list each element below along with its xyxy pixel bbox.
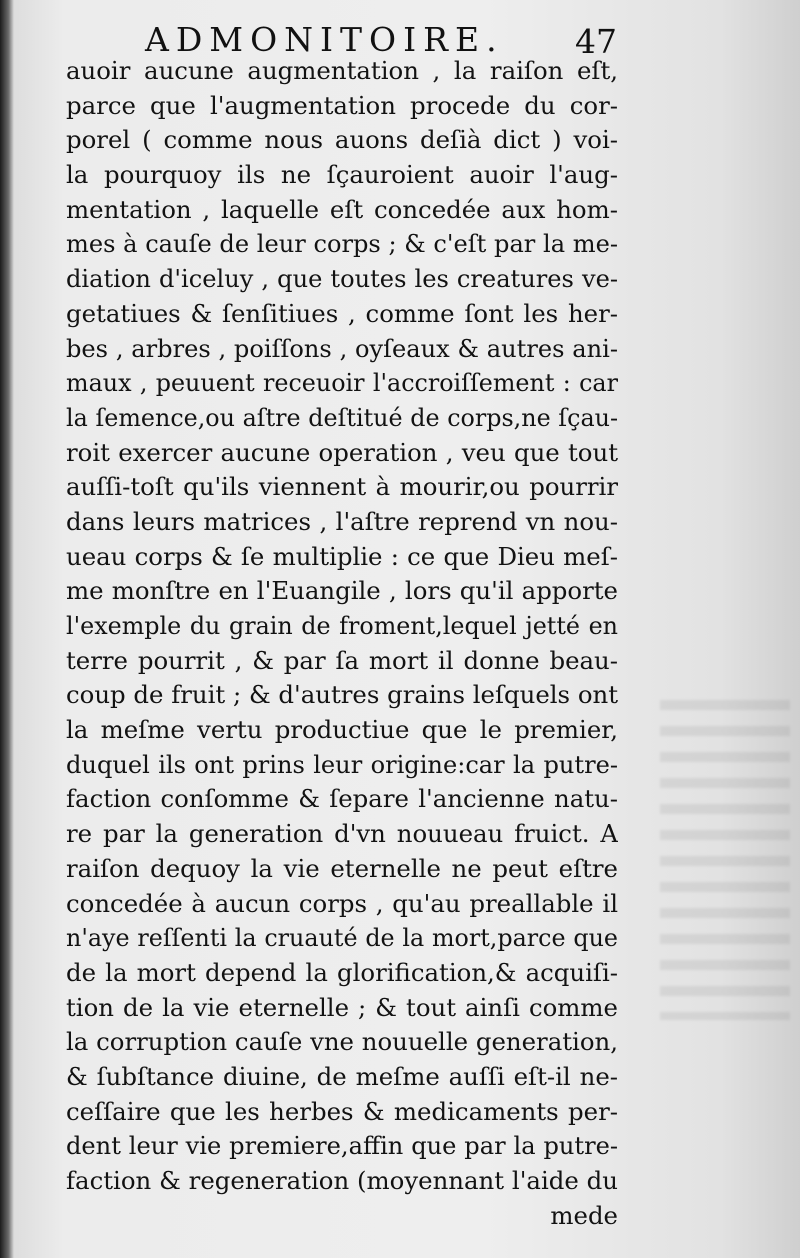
text-line: terre pourrit , & par ſa mort il donne beau- bbox=[66, 645, 618, 675]
text-line: raiſon dequoy la vie eternelle ne peut eſtre bbox=[66, 853, 618, 883]
text-line: maux , peuuent receuoir l'accroiſſement : car bbox=[66, 369, 618, 398]
page-number: 47 bbox=[575, 22, 617, 61]
text-line: faction & regeneration (moyennant l'aide du bbox=[66, 1166, 618, 1195]
text-line: coup de fruit ; & d'autres grains leſquels ont bbox=[66, 680, 618, 710]
text-line: bes , arbres , poiſſons , oyſeaux & autres ani- bbox=[66, 334, 618, 363]
text-line: parce que l'augmentation procede du cor- bbox=[66, 90, 618, 120]
text-line: la pourquoy ils ne ſçauroient auoir l'aug- bbox=[66, 160, 618, 190]
text-line: mentation , laquelle eſt concedée aux hom- bbox=[66, 194, 618, 224]
show-through-bleed bbox=[660, 700, 790, 1020]
text-line: & ſubſtance diuine, de meſme auſſi eſt-il ne- bbox=[66, 1061, 618, 1091]
text-line: faction conſomme & ſepare l'ancienne natu- bbox=[66, 784, 618, 814]
text-line: me monſtre en l'Euangile , lors qu'il apporte bbox=[66, 576, 618, 606]
text-line: tion de la vie eternelle ; & tout ainſi comme bbox=[66, 992, 618, 1022]
running-title: ADMONITOIRE. bbox=[145, 20, 504, 59]
text-line: porel ( comme nous auons deſià dict ) voi- bbox=[66, 125, 618, 155]
text-line: duquel ils ont prins leur origine:car la putre- bbox=[66, 750, 618, 779]
text-line: roit exercer aucune operation , veu que tout bbox=[66, 437, 618, 467]
text-line: concedée à aucun corps , qu'au preallable il bbox=[66, 888, 618, 918]
page-gutter-shadow bbox=[0, 0, 14, 1258]
text-line: de la mort depend la glorification,& acquiſi- bbox=[66, 957, 618, 987]
text-line: la meſme vertu productiue que le premier, bbox=[66, 715, 618, 745]
text-line: mes à cauſe de leur corps ; & c'eſt par la me- bbox=[66, 230, 618, 259]
text-line: dent leur vie premiere,affin que par la putre- bbox=[66, 1132, 618, 1161]
text-line: n'aye reſſenti la cruauté de la mort,parce que bbox=[66, 924, 618, 953]
text-line: dans leurs matrices , l'aſtre reprend vn nou- bbox=[66, 506, 618, 536]
text-line: auoir aucune augmentation , la raiſon eſt, bbox=[66, 56, 618, 85]
text-line: la ſemence,ou aſtre deſtitué de corps,ne ſçau- bbox=[66, 403, 618, 432]
catchword: mede bbox=[550, 1200, 618, 1230]
text-line: la corruption cauſe vne nouuelle generation, bbox=[66, 1027, 618, 1057]
body-text bbox=[66, 54, 618, 1233]
text-line: re par la generation d'vn nouueau fruict. A bbox=[66, 819, 618, 849]
text-line: diation d'iceluy , que toutes les creatures ve- bbox=[66, 265, 618, 294]
text-line: ceſſaire que les herbes & medicaments per- bbox=[66, 1096, 618, 1126]
text-line: l'exemple du grain de froment,lequel jetté en bbox=[66, 612, 618, 640]
text-line: getatiues & ſenſitiues , comme ſont les her- bbox=[66, 298, 618, 328]
text-line: auſſi-toſt qu'ils viennent à mourir,ou pourrir bbox=[66, 472, 618, 502]
text-line: ueau corps & ſe multiplie : ce que Dieu meſ- bbox=[66, 541, 618, 571]
